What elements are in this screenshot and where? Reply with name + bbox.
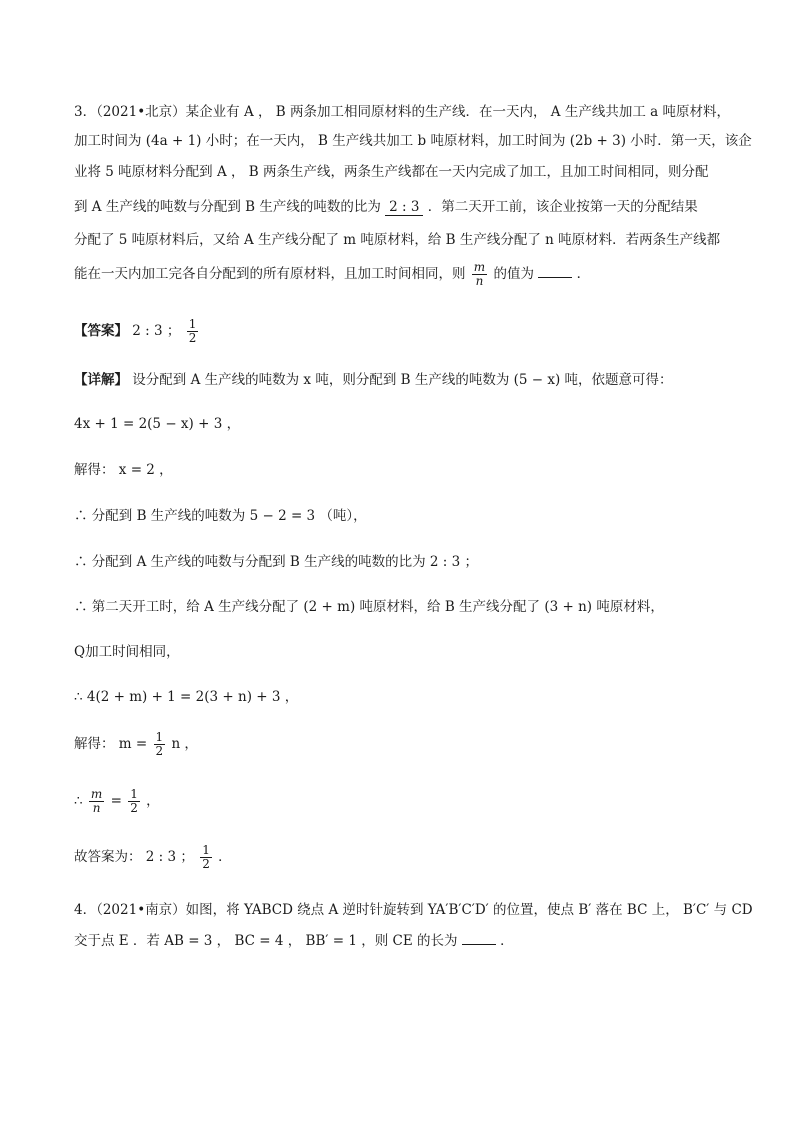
q4-line-2-end: ．: [500, 933, 514, 949]
q4-line-1: 4．（2021•南京）如图，将 YABCD 绕点 A 逆时针旋转到 YA′B′C′D′ 的位置，使点 B′ 落在 BC 上， B′C′ 与 CD: [74, 902, 753, 918]
q3-line-6-text-a: 能在一天内加工完各自分配到的所有原材料，且加工时间相同，则: [74, 266, 466, 282]
answer-fraction-denominator: 2: [188, 331, 197, 345]
detail-line-11-text-a: 故答案为： 2 : 3 ；: [74, 849, 194, 865]
answer-fraction: [187, 318, 199, 345]
detail-line-10-equals: =: [110, 793, 122, 809]
q4-line-2-text: 交于点 E ．若 AB = 3 ， BC = 4 ， BB′ = 1 ，则 CE 的长为: [74, 933, 458, 949]
answer-fraction-numerator: 1: [188, 317, 197, 331]
q3-line-4-text-b: ．第二天开工前，该企业按第一天的分配结果: [427, 199, 698, 215]
detail-line-10-numerator-1: m: [90, 787, 103, 801]
q3-line-6-text-b: 的值为: [493, 266, 534, 282]
detail-line-7: Q加工时间相同，: [74, 644, 180, 660]
detail-line-4: ∴ 分配到 B 生产线的吨数为 5 − 2 = 3 （吨），: [74, 508, 367, 524]
q3-line-4: [74, 197, 738, 217]
q3-line-3: 业将 5 吨原材料分配到 A ， B 两条生产线，两条生产线都在一天内完成了加工，且加工时间相同，则分配: [74, 164, 709, 180]
q3-answer-blank-2: [538, 277, 572, 278]
detail-label: 【详解】: [74, 372, 128, 388]
q4-answer-blank: [462, 944, 496, 945]
detail-line-11: [74, 842, 738, 872]
detail-line-9-fraction: [154, 731, 166, 758]
detail-line-8: ∴ 4(2 + m) + 1 = 2(3 + n) + 3 ，: [74, 689, 299, 705]
q3-fraction-m-over-n: [472, 261, 487, 288]
detail-line-10-numerator-2: 1: [130, 787, 138, 801]
detail-line-10-end: ，: [146, 793, 160, 809]
answer-text: 2 : 3 ；: [132, 323, 181, 339]
answer-label: 【答案】: [74, 323, 128, 339]
detail-line-10-denominator-2: 2: [130, 801, 138, 815]
detail-line-2: 4x + 1 = 2(5 − x) + 3 ，: [74, 416, 241, 432]
detail-line-6: ∴ 第二天开工时，给 A 生产线分配了 (2 + m) 吨原材料，给 B 生产线分配了 (3 + n) 吨原材料，: [74, 599, 664, 615]
detail-line-9-denominator: 2: [155, 744, 164, 758]
detail-line-10: [74, 786, 738, 816]
detail-line-11-fraction: [200, 844, 212, 871]
detail-line-11-numerator: 1: [202, 843, 210, 857]
q3-fraction-denominator: n: [475, 274, 484, 288]
detail-line-9: [74, 729, 738, 759]
detail-line-9-text-a: 解得： m =: [74, 736, 148, 752]
detail-line-1-text: 设分配到 A 生产线的吨数为 x 吨，则分配到 B 生产线的吨数为 (5 − x) 吨，依题意可得：: [132, 372, 673, 388]
detail-line-11-end: ．: [218, 849, 232, 865]
q3-answer-blank-1: 2 : 3: [385, 199, 423, 216]
detail-line-10-fraction-2: [128, 788, 140, 815]
q3-line-6-end: ．: [576, 266, 591, 282]
q3-line-1: 3．（2021•北京）某企业有 A ， B 两条加工相同原材料的生产线．在一天内， A 生产线共加工 a 吨原材料，: [74, 104, 730, 120]
q3-line-6: [74, 260, 738, 288]
q3-fraction-numerator: m: [473, 260, 486, 274]
answer-line: [74, 316, 738, 346]
q3-line-2: 加工时间为 (4a + 1) 小时；在一天内， B 生产线共加工 b 吨原材料，加工时间为 (2b + 3) 小时．第一天，该企: [74, 133, 752, 149]
detail-line-5: ∴ 分配到 A 生产线的吨数与分配到 B 生产线的吨数的比为 2 : 3 ；: [74, 554, 479, 570]
detail-line-1: [74, 370, 738, 390]
q3-line-5: 分配了 5 吨原材料后，又给 A 生产线分配了 m 吨原材料，给 B 生产线分配了 n 吨原材料．若两条生产线都: [74, 232, 721, 248]
detail-line-11-denominator: 2: [202, 857, 210, 871]
q3-line-4-text-a: 到 A 生产线的吨数与分配到 B 生产线的吨数的比为: [74, 199, 381, 215]
detail-line-10-therefore: ∴: [74, 793, 83, 809]
detail-line-9-text-b: n ，: [171, 736, 198, 752]
detail-line-10-fraction-1: [89, 788, 104, 815]
detail-line-10-denominator-1: n: [92, 801, 101, 815]
detail-line-3: 解得： x = 2 ，: [74, 462, 173, 478]
detail-line-9-numerator: 1: [155, 730, 164, 744]
q4-line-2: [74, 931, 738, 951]
